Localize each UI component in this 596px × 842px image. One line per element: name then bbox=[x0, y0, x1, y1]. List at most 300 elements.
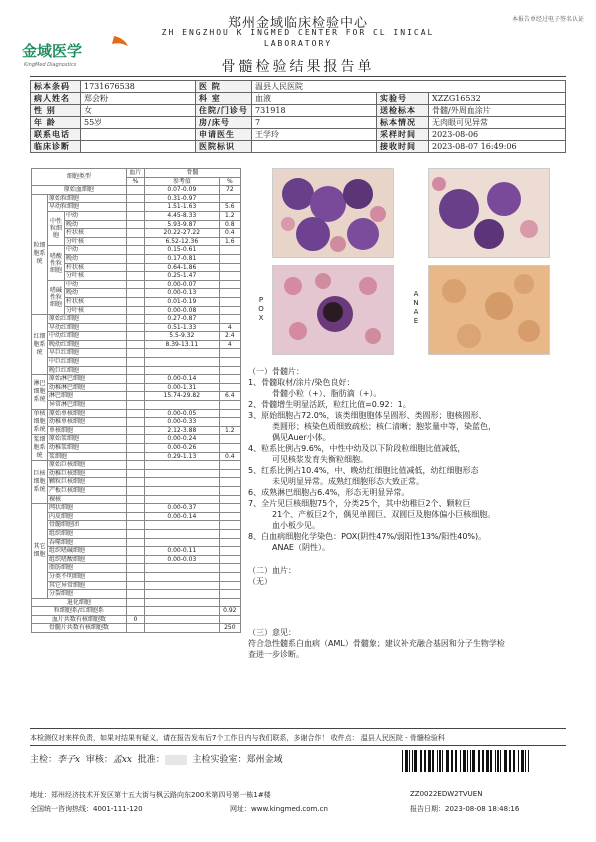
ref-range bbox=[145, 529, 220, 538]
notice-text: 本检测仅对来样负责，如果对结果有疑义，请在报告发布后7个工作日内与我们联系，多谢合作！ bbox=[30, 734, 329, 742]
mark-value bbox=[252, 141, 377, 153]
barcode-label: 标本条码 bbox=[31, 81, 81, 93]
marrow-pct: 1.2 bbox=[219, 426, 240, 435]
specimen-status-value: 无肉眼可见异常 bbox=[429, 117, 566, 129]
marrow-pct bbox=[219, 366, 240, 375]
barcode-bar bbox=[446, 750, 449, 772]
ref-range: 4.45-8.33 bbox=[145, 211, 220, 220]
e-sign-note: 本报告单经过电子签名认证 bbox=[511, 16, 584, 23]
receive-value: 2023-08-07 16:49:06 bbox=[429, 141, 566, 153]
cell-name: 骨髓片共数有核细胞数 bbox=[32, 624, 127, 633]
lab-label: 主检实验室： bbox=[192, 755, 247, 765]
cell-name: 中幼 bbox=[65, 280, 127, 289]
cell-row bbox=[32, 332, 241, 341]
barcode-bar bbox=[490, 750, 492, 772]
ref-range bbox=[145, 469, 220, 478]
cell-row bbox=[32, 358, 241, 367]
barcode-bar bbox=[409, 750, 410, 772]
ref-range: 0.00-0.33 bbox=[145, 418, 220, 427]
group-label: 其它细胞 bbox=[32, 504, 48, 599]
cell-row bbox=[32, 315, 241, 324]
mark-label: 医院标识 bbox=[196, 141, 252, 153]
cell-name: 杆状核 bbox=[65, 229, 127, 238]
blood-pct bbox=[126, 607, 144, 616]
cell-name: 分类不明细胞 bbox=[47, 572, 126, 581]
finding-s2v: （无） bbox=[248, 577, 272, 586]
blood-pct bbox=[126, 504, 144, 513]
marrow-pct bbox=[219, 418, 240, 427]
cell-name: 血片共数有核细胞数 bbox=[32, 615, 127, 624]
finding-l7: 7、全片见巨核细胞75个，分类25个，其中幼稚巨2个、颗粒巨 bbox=[248, 499, 471, 508]
barcode-bar bbox=[439, 750, 441, 772]
ref-range bbox=[145, 598, 220, 607]
marrow-pct bbox=[219, 254, 240, 263]
blood-pct bbox=[126, 280, 144, 289]
specimen-status-label: 标本情况 bbox=[377, 117, 429, 129]
barcode-bar bbox=[451, 750, 453, 772]
cell-row bbox=[32, 383, 241, 392]
subgroup-label: 嗜酸性粒细胞 bbox=[47, 246, 64, 280]
blood-pct bbox=[126, 590, 144, 599]
cell-row bbox=[32, 366, 241, 375]
barcode-bar bbox=[405, 750, 408, 772]
cell-row bbox=[32, 598, 241, 607]
report-time: 报告日期：2023-08-08 18:48:16 bbox=[410, 805, 520, 813]
phone-label: 联系电话 bbox=[31, 129, 81, 141]
ref-range: 6.52-12.36 bbox=[145, 237, 220, 246]
cell-row bbox=[32, 495, 241, 504]
cell-name: 早巨红细胞 bbox=[47, 349, 126, 358]
ref-range bbox=[145, 624, 220, 633]
marrow-pct bbox=[219, 469, 240, 478]
report-barcode bbox=[402, 750, 532, 772]
cell-row bbox=[32, 538, 241, 547]
approver-signature bbox=[165, 755, 187, 765]
marrow-pct bbox=[219, 349, 240, 358]
center-name-cn: 郑州金域临床检验中心 bbox=[227, 16, 368, 31]
ref-range bbox=[145, 461, 220, 470]
labno-label: 实验号 bbox=[377, 93, 429, 105]
barcode-bar bbox=[463, 750, 466, 772]
finding-l4b: 可见核浆发育失衡粒细胞。 bbox=[272, 455, 368, 464]
marrow-pct bbox=[219, 547, 240, 556]
barcode-bar bbox=[424, 750, 426, 772]
cell-row bbox=[32, 194, 241, 203]
tester-signature: 李子x bbox=[57, 755, 81, 765]
marrow-pct bbox=[219, 435, 240, 444]
cell-row bbox=[32, 375, 241, 384]
marrow-pct bbox=[219, 297, 240, 306]
cell-row bbox=[32, 521, 241, 530]
doctor-label: 申请医生 bbox=[196, 129, 252, 141]
cell-row bbox=[32, 211, 241, 220]
cell-name: 晚幼 bbox=[65, 289, 127, 298]
barcode-bar bbox=[455, 750, 457, 772]
name-value: 郑会粉 bbox=[81, 93, 196, 105]
cell-name: 产板巨核细胞 bbox=[47, 486, 126, 495]
barcode-bar bbox=[525, 750, 526, 772]
marrow-pct bbox=[219, 306, 240, 315]
marrow-smear-image-1 bbox=[272, 168, 394, 258]
cell-row bbox=[32, 555, 241, 564]
cell-row bbox=[32, 529, 241, 538]
marrow-pct bbox=[219, 555, 240, 564]
blood-pct bbox=[126, 306, 144, 315]
barcode-bar bbox=[521, 750, 524, 772]
marrow-pct: 2.4 bbox=[219, 332, 240, 341]
finding-l6: 6、成熟淋巴细胞占6.4%，形态无明显异常。 bbox=[248, 488, 410, 497]
header-ref: 参考值 bbox=[145, 177, 220, 186]
cell-row bbox=[32, 590, 241, 599]
blood-pct bbox=[126, 246, 144, 255]
barcode-value: 1731676538 bbox=[81, 81, 196, 93]
blood-pct bbox=[126, 418, 144, 427]
ref-range: 0.00-0.14 bbox=[145, 512, 220, 521]
cell-name: 杆状核 bbox=[65, 297, 127, 306]
blood-pct bbox=[126, 229, 144, 238]
marrow-pct: 4 bbox=[219, 340, 240, 349]
marrow-pct: 0.4 bbox=[219, 452, 240, 461]
cell-name: 中幼 bbox=[65, 211, 127, 220]
ref-range: 20.22-27.22 bbox=[145, 229, 220, 238]
cell-name: 裸核 bbox=[47, 495, 126, 504]
barcode-bar bbox=[528, 750, 529, 772]
cell-name: 吞噬细胞 bbox=[47, 538, 126, 547]
pox-stain-image bbox=[272, 265, 394, 355]
cell-name: 退化细胞 bbox=[32, 598, 127, 607]
specimen-label: 送检标本 bbox=[377, 105, 429, 117]
cell-name: 骨髓细胞团 bbox=[47, 521, 126, 530]
ref-range: 0.00-0.11 bbox=[145, 547, 220, 556]
labno-value: XZZG16532 bbox=[429, 93, 566, 105]
ref-range: 5.5-9.32 bbox=[145, 332, 220, 341]
blood-pct bbox=[126, 315, 144, 324]
dept-label: 科 室 bbox=[196, 93, 252, 105]
finding-l8b: ANAE（阴性）。 bbox=[272, 543, 330, 552]
marrow-pct bbox=[219, 598, 240, 607]
barcode-bar bbox=[467, 750, 468, 772]
ref-range bbox=[145, 615, 220, 624]
marrow-pct bbox=[219, 504, 240, 513]
ref-range bbox=[145, 572, 220, 581]
ref-range bbox=[145, 486, 220, 495]
blood-pct bbox=[126, 203, 144, 212]
pox-label: P O X bbox=[258, 296, 264, 322]
ref-range: 0.00-0.37 bbox=[145, 504, 220, 513]
collect-label: 采样时间 bbox=[377, 129, 429, 141]
blood-pct bbox=[126, 564, 144, 573]
approver-label: 批准： bbox=[137, 755, 165, 765]
barcode-bar bbox=[428, 750, 431, 772]
cell-name: 晚巨红细胞 bbox=[47, 366, 126, 375]
finding-l2: 2、骨髓增生明显活跃，粒红比值=0.92：1。 bbox=[248, 400, 411, 409]
ref-range bbox=[145, 366, 220, 375]
receive-label: 接收时间 bbox=[377, 141, 429, 153]
cell-row bbox=[32, 349, 241, 358]
cell-name: 组织嗜酸细胞 bbox=[47, 555, 126, 564]
ref-range: 0.07-0.09 bbox=[145, 186, 220, 195]
cell-name: 早幼粒细胞 bbox=[47, 203, 126, 212]
ref-range: 0.27-0.87 bbox=[145, 315, 220, 324]
cell-row bbox=[32, 486, 241, 495]
report-title: 骨髓检验结果报告单 bbox=[221, 59, 375, 75]
finding-l1b: 骨髓小粒（+）、脂肪滴（+）。 bbox=[272, 389, 382, 398]
cell-name: 原始淋巴细胞 bbox=[47, 375, 126, 384]
barcode-bar bbox=[509, 750, 511, 772]
marrow-pct bbox=[219, 581, 240, 590]
lab-value: 郑州金域 bbox=[246, 755, 283, 765]
cell-name: 中幼 bbox=[65, 246, 127, 255]
finding-l3: 3、原始细胞占72.0%，该类细胞胞体呈圆形、类圆形；胞核圆形、 bbox=[248, 411, 487, 420]
title-rule bbox=[30, 76, 566, 77]
blood-pct bbox=[126, 366, 144, 375]
anae-stain-image bbox=[428, 265, 550, 355]
blood-pct bbox=[126, 272, 144, 281]
cell-row bbox=[32, 564, 241, 573]
blood-pct bbox=[126, 349, 144, 358]
dept-value: 血液 bbox=[252, 93, 377, 105]
blood-pct bbox=[126, 358, 144, 367]
marrow-pct bbox=[219, 358, 240, 367]
cell-name: 幼稚浆细胞 bbox=[47, 444, 126, 453]
ref-range: 0.00-0.24 bbox=[145, 435, 220, 444]
ref-range bbox=[145, 581, 220, 590]
barcode-bar bbox=[518, 750, 519, 772]
ref-range: 0.25-1.47 bbox=[145, 272, 220, 281]
cell-row bbox=[32, 186, 241, 195]
cell-name: 单核细胞 bbox=[47, 426, 126, 435]
finding-l1: 1、骨髓取材/涂片/染色良好： bbox=[248, 378, 355, 387]
cell-name: 网状细胞 bbox=[47, 504, 126, 513]
ref-range bbox=[145, 538, 220, 547]
ref-range: 5.93-9.87 bbox=[145, 220, 220, 229]
cell-row bbox=[32, 323, 241, 332]
cell-name: 异常淋巴细胞 bbox=[47, 401, 126, 410]
marrow-pct bbox=[219, 461, 240, 470]
blood-pct bbox=[126, 409, 144, 418]
ref-range: 0.51-1.33 bbox=[145, 323, 220, 332]
cell-name: 原始浆细胞 bbox=[47, 435, 126, 444]
logo-sub: KingMed Diagnostics bbox=[24, 62, 77, 68]
finding-l7b: 21个、产板巨2个，偶见单圆巨、双圆巨及胞体偏小巨核细胞。 bbox=[272, 510, 496, 519]
blood-pct bbox=[126, 461, 144, 470]
cell-row bbox=[32, 512, 241, 521]
blood-pct bbox=[126, 392, 144, 401]
cell-name: 幼稚巨核细胞 bbox=[47, 469, 126, 478]
cell-row bbox=[32, 581, 241, 590]
barcode-bar bbox=[420, 750, 422, 772]
blood-pct bbox=[126, 375, 144, 384]
cell-row bbox=[32, 478, 241, 487]
doctor-value: 王学玲 bbox=[252, 129, 377, 141]
ref-range bbox=[145, 478, 220, 487]
blood-pct bbox=[126, 340, 144, 349]
marrow-pct bbox=[219, 478, 240, 487]
marrow-pct: 4 bbox=[219, 323, 240, 332]
subgroup-label: 中性粒细胞 bbox=[47, 211, 64, 245]
cell-row bbox=[32, 203, 241, 212]
cell-name: 组织嗜碱细胞 bbox=[47, 547, 126, 556]
ref-range: 0.00-0.14 bbox=[145, 375, 220, 384]
cell-name: 晚幼红细胞 bbox=[47, 340, 126, 349]
blood-pct bbox=[126, 478, 144, 487]
tester-label: 主检： bbox=[30, 755, 58, 765]
group-label: 淋巴细胞系统 bbox=[32, 375, 48, 409]
ref-range: 0.64-1.86 bbox=[145, 263, 220, 272]
blood-pct bbox=[126, 444, 144, 453]
logo-text: 金域医学 bbox=[22, 42, 83, 60]
blood-pct bbox=[126, 581, 144, 590]
cell-row bbox=[32, 504, 241, 513]
cell-row bbox=[32, 624, 241, 633]
ref-range: 8.39-13.11 bbox=[145, 340, 220, 349]
cell-row bbox=[32, 418, 241, 427]
cell-row bbox=[32, 280, 241, 289]
cell-name: 分叶核 bbox=[65, 237, 127, 246]
age-value: 55岁 bbox=[81, 117, 196, 129]
cell-row bbox=[32, 607, 241, 616]
cell-row bbox=[32, 426, 241, 435]
barcode-bar bbox=[412, 750, 413, 772]
marrow-pct bbox=[219, 529, 240, 538]
sex-value: 女 bbox=[81, 105, 196, 117]
cell-name: 中巨红细胞 bbox=[47, 358, 126, 367]
bed-value: 7 bbox=[252, 117, 377, 129]
findings-section bbox=[248, 366, 568, 660]
marrow-pct: 5.6 bbox=[219, 203, 240, 212]
cell-name: 早幼红细胞 bbox=[47, 323, 126, 332]
finding-l5: 5、红系比例占10.4%，中、晚幼红细胞比值减低，幼红细胞形态 bbox=[248, 466, 479, 475]
hospital-value: 温县人民医院 bbox=[252, 81, 566, 93]
receiver-value: 温县人民医院 - 骨髓检验科 bbox=[360, 734, 445, 742]
phone-value bbox=[81, 129, 196, 141]
barcode-bar bbox=[504, 750, 507, 772]
cell-row bbox=[32, 435, 241, 444]
blood-pct bbox=[126, 512, 144, 521]
cell-name: 内皮细胞 bbox=[47, 512, 126, 521]
signature-line bbox=[30, 752, 283, 765]
blood-pct bbox=[126, 486, 144, 495]
barcode-bar bbox=[472, 750, 475, 772]
ref-range: 0.00-0.03 bbox=[145, 555, 220, 564]
finding-s2: （二）血片： bbox=[248, 566, 296, 575]
cell-row bbox=[32, 444, 241, 453]
ref-range: 0.00-0.13 bbox=[145, 289, 220, 298]
marrow-pct: 1.2 bbox=[219, 211, 240, 220]
diagnosis-label: 临床诊断 bbox=[31, 141, 81, 153]
header-pct-blood: % bbox=[126, 177, 144, 186]
barcode-bar bbox=[497, 750, 499, 772]
admission-value: 731918 bbox=[252, 105, 377, 117]
marrow-pct bbox=[219, 401, 240, 410]
marrow-pct: 6.4 bbox=[219, 392, 240, 401]
blood-pct bbox=[126, 624, 144, 633]
footer-notice bbox=[30, 733, 566, 743]
marrow-pct bbox=[219, 495, 240, 504]
barcode-bar bbox=[500, 750, 501, 772]
finding-s3: （三）意见： bbox=[248, 628, 296, 637]
marrow-pct bbox=[219, 564, 240, 573]
cell-name: 浆细胞 bbox=[47, 452, 126, 461]
marrow-pct bbox=[219, 512, 240, 521]
marrow-pct bbox=[219, 263, 240, 272]
marrow-pct bbox=[219, 572, 240, 581]
marrow-pct bbox=[219, 272, 240, 281]
ref-range bbox=[145, 401, 220, 410]
cell-name: 组织细胞 bbox=[47, 529, 126, 538]
group-label: 红细胞系统 bbox=[32, 315, 48, 375]
cell-row bbox=[32, 340, 241, 349]
ref-range: 0.31-0.97 bbox=[145, 194, 220, 203]
barcode-bar bbox=[442, 750, 443, 772]
blood-pct bbox=[126, 529, 144, 538]
cell-row bbox=[32, 572, 241, 581]
group-label: 粒细胞系统 bbox=[32, 194, 48, 314]
cell-name: 原始单核细胞 bbox=[47, 409, 126, 418]
blood-pct bbox=[126, 297, 144, 306]
opinion-line-2: 查进一步诊断。 bbox=[248, 650, 304, 659]
cell-name: 原始粒细胞 bbox=[47, 194, 126, 203]
marrow-pct bbox=[219, 486, 240, 495]
center-name-en-2: LABORATORY bbox=[263, 39, 333, 48]
cell-name: 淋巴细胞 bbox=[47, 392, 126, 401]
barcode-bar bbox=[470, 750, 471, 772]
blood-pct bbox=[126, 435, 144, 444]
group-label: 巨核细胞系统 bbox=[32, 461, 48, 504]
blood-pct bbox=[126, 211, 144, 220]
opinion-line-1: 符合急性髓系白血病（AML）骨髓象；建议补充融合基因和分子生物学检 bbox=[248, 639, 505, 648]
blood-pct bbox=[126, 598, 144, 607]
footer-rule bbox=[30, 728, 566, 729]
barcode-bar bbox=[460, 750, 461, 772]
blood-pct bbox=[126, 495, 144, 504]
patient-info-table bbox=[30, 80, 566, 153]
blood-pct bbox=[126, 521, 144, 530]
cell-row bbox=[32, 615, 241, 624]
hospital-label: 医 院 bbox=[196, 81, 252, 93]
bed-label: 房/床号 bbox=[196, 117, 252, 129]
subgroup-label: 嗜碱性粒细胞 bbox=[47, 280, 64, 314]
cell-name: 粒细胞系/红细胞系 bbox=[32, 607, 127, 616]
blood-pct bbox=[126, 555, 144, 564]
ref-range: 0.00-0.08 bbox=[145, 306, 220, 315]
blood-pct bbox=[126, 263, 144, 272]
blood-pct bbox=[126, 323, 144, 332]
header-blood: 血片 bbox=[126, 169, 144, 178]
cell-row bbox=[32, 547, 241, 556]
cell-name: 原始红细胞 bbox=[47, 315, 126, 324]
cell-name: 其它异常细胞 bbox=[47, 581, 126, 590]
reviewer-signature: 孟xx bbox=[112, 755, 132, 765]
cell-name: 晚幼 bbox=[65, 254, 127, 263]
blood-pct bbox=[126, 401, 144, 410]
center-name-en-1: ZH ENGZHOU K INGMED CENTER FOR CL INICAL bbox=[161, 28, 435, 37]
marrow-pct: 250 bbox=[219, 624, 240, 633]
blood-pct bbox=[126, 426, 144, 435]
blood-pct bbox=[126, 237, 144, 246]
specimen-value: 骨髓/外周血涂片 bbox=[429, 105, 566, 117]
header-cell-type: 细胞类型 bbox=[32, 169, 127, 186]
receiver-label: 收件点： bbox=[330, 734, 359, 742]
cell-name: 原始血细胞 bbox=[32, 186, 127, 195]
ref-range: 0.00-1.31 bbox=[145, 383, 220, 392]
marrow-pct bbox=[219, 444, 240, 453]
admission-label: 住院/门诊号 bbox=[196, 105, 252, 117]
ref-range: 0.00-0.07 bbox=[145, 280, 220, 289]
marrow-pct: 1.6 bbox=[219, 237, 240, 246]
ref-range: 0.15-0.61 bbox=[145, 246, 220, 255]
website: 网址：www.kingmed.com.cn bbox=[230, 805, 328, 813]
